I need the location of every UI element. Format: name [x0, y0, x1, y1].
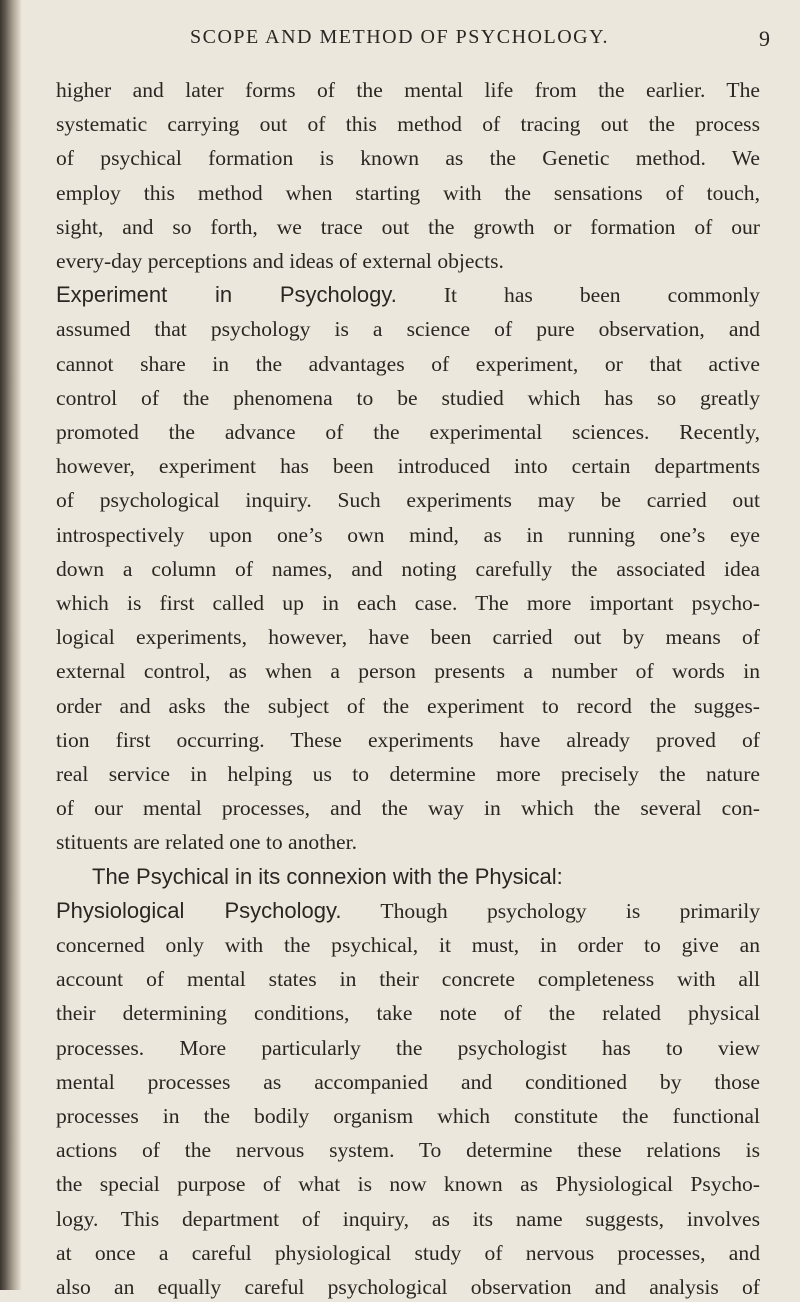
line-text: It has been commonly: [396, 283, 760, 308]
line-text: control of the phenomena to be studied which has so greatly: [56, 385, 760, 410]
section-heading: The Psychical in its connexion with the Physical:: [92, 863, 563, 889]
line-text: logy. This department of inquiry, as its name suggests, involves: [56, 1206, 760, 1231]
text-line: [56, 212, 760, 242]
section-heading-line: [56, 280, 760, 310]
line-text: promoted the advance of the experimental sciences. Recently,: [56, 420, 760, 444]
line-text: processes in the bodily organism which constitute the functional: [56, 1104, 760, 1128]
page-number: 9: [759, 26, 770, 51]
line-text: stituents are related one to another.: [56, 830, 358, 855]
line-text: concerned only with the psychical, it must, in order to give an: [56, 933, 760, 957]
text-line: [56, 622, 760, 652]
text-line: [56, 930, 760, 960]
line-text: logical experiments, however, have been carried out by means of: [56, 625, 760, 650]
line-text: higher and later forms of the mental life from the earlier. The: [56, 78, 760, 102]
line-text: their determining conditions, take note of the related physical: [56, 1001, 760, 1026]
text-line: [56, 1169, 760, 1199]
text-line: [56, 998, 760, 1028]
line-text: mental processes as accompanied and conditioned by those: [56, 1069, 760, 1094]
line-text: down a column of names, and noting carefully the associated idea: [56, 556, 760, 581]
text-line: [56, 1101, 760, 1131]
line-text: of psychological inquiry. Such experiments may be carried out: [56, 488, 760, 513]
text-line: [56, 793, 760, 823]
text-line: [56, 725, 760, 755]
section-heading: Experiment in Psychology.: [56, 282, 397, 308]
line-text: of psychical formation is known as the Genetic method. We: [56, 146, 760, 171]
line-text: however, experiment has been introduced into certain departments: [56, 454, 760, 479]
text-line: [56, 75, 760, 105]
text-line: [56, 143, 760, 173]
text-line: [56, 417, 760, 447]
line-text: which is first called up in each case. The more important psycho-: [56, 591, 760, 615]
line-text: at once a careful physiological study of nervous processes, and: [56, 1240, 760, 1265]
text-line: [56, 246, 760, 276]
text-line: [56, 451, 760, 481]
text-line: [56, 383, 760, 413]
line-text: of our mental processes, and the way in which the several con-: [56, 796, 760, 821]
text-line: [56, 1067, 760, 1097]
section-heading-line: [56, 862, 796, 892]
line-text: account of mental states in their concrete completeness with all: [56, 967, 760, 992]
line-text: systematic carrying out of this method of tracing out the process: [56, 112, 760, 137]
line-text: cannot share in the advantages of experiment, or that active: [56, 351, 760, 376]
text-line: [56, 349, 760, 379]
text-line: [56, 109, 760, 139]
text-line: [56, 554, 760, 584]
text-line: [56, 1033, 760, 1063]
text-line: [56, 656, 760, 686]
line-text: also an equally careful psychological observation and analysis of: [56, 1275, 760, 1299]
section-heading: Physiological Psychology.: [56, 897, 342, 923]
text-line: [56, 314, 760, 344]
line-text: employ this method when starting with the sensations of touch,: [56, 180, 760, 205]
text-line: [56, 691, 760, 721]
running-head: SCOPE AND METHOD OF PSYCHOLOGY.: [190, 26, 609, 48]
text-line: [56, 1238, 760, 1268]
line-text: Though psychology is primarily: [341, 898, 761, 923]
text-line: [56, 759, 760, 789]
text-line: [56, 1272, 760, 1302]
text-line: [56, 178, 760, 208]
line-text: real service in helping us to determine more precisely the nature: [56, 762, 760, 786]
line-text: tion first occurring. These experiments have already proved of: [56, 727, 760, 752]
text-line: [56, 588, 760, 618]
line-text: external control, as when a person presents a number of words in: [56, 659, 760, 684]
line-text: processes. More particularly the psychologist has to view: [56, 1035, 760, 1060]
text-line: [56, 520, 760, 550]
section-heading-line: [56, 896, 760, 926]
text-line: [56, 1135, 760, 1165]
text-line: [56, 1204, 760, 1234]
line-text: actions of the nervous system. To determine these relations is: [56, 1138, 760, 1163]
line-text: introspectively upon one’s own mind, as in running one’s eye: [56, 522, 760, 547]
text-line: [56, 485, 760, 515]
line-text: every-day perceptions and ideas of external objects.: [56, 249, 504, 273]
text-line: [56, 827, 760, 857]
line-text: sight, and so forth, we trace out the growth or formation of our: [56, 214, 760, 239]
line-text: assumed that psychology is a science of pure observation, and: [56, 317, 760, 342]
line-text: order and asks the subject of the experiment to record the sugges-: [56, 693, 760, 718]
line-text: the special purpose of what is now known as Physiological Psycho-: [56, 1172, 760, 1197]
text-line: [56, 964, 760, 994]
